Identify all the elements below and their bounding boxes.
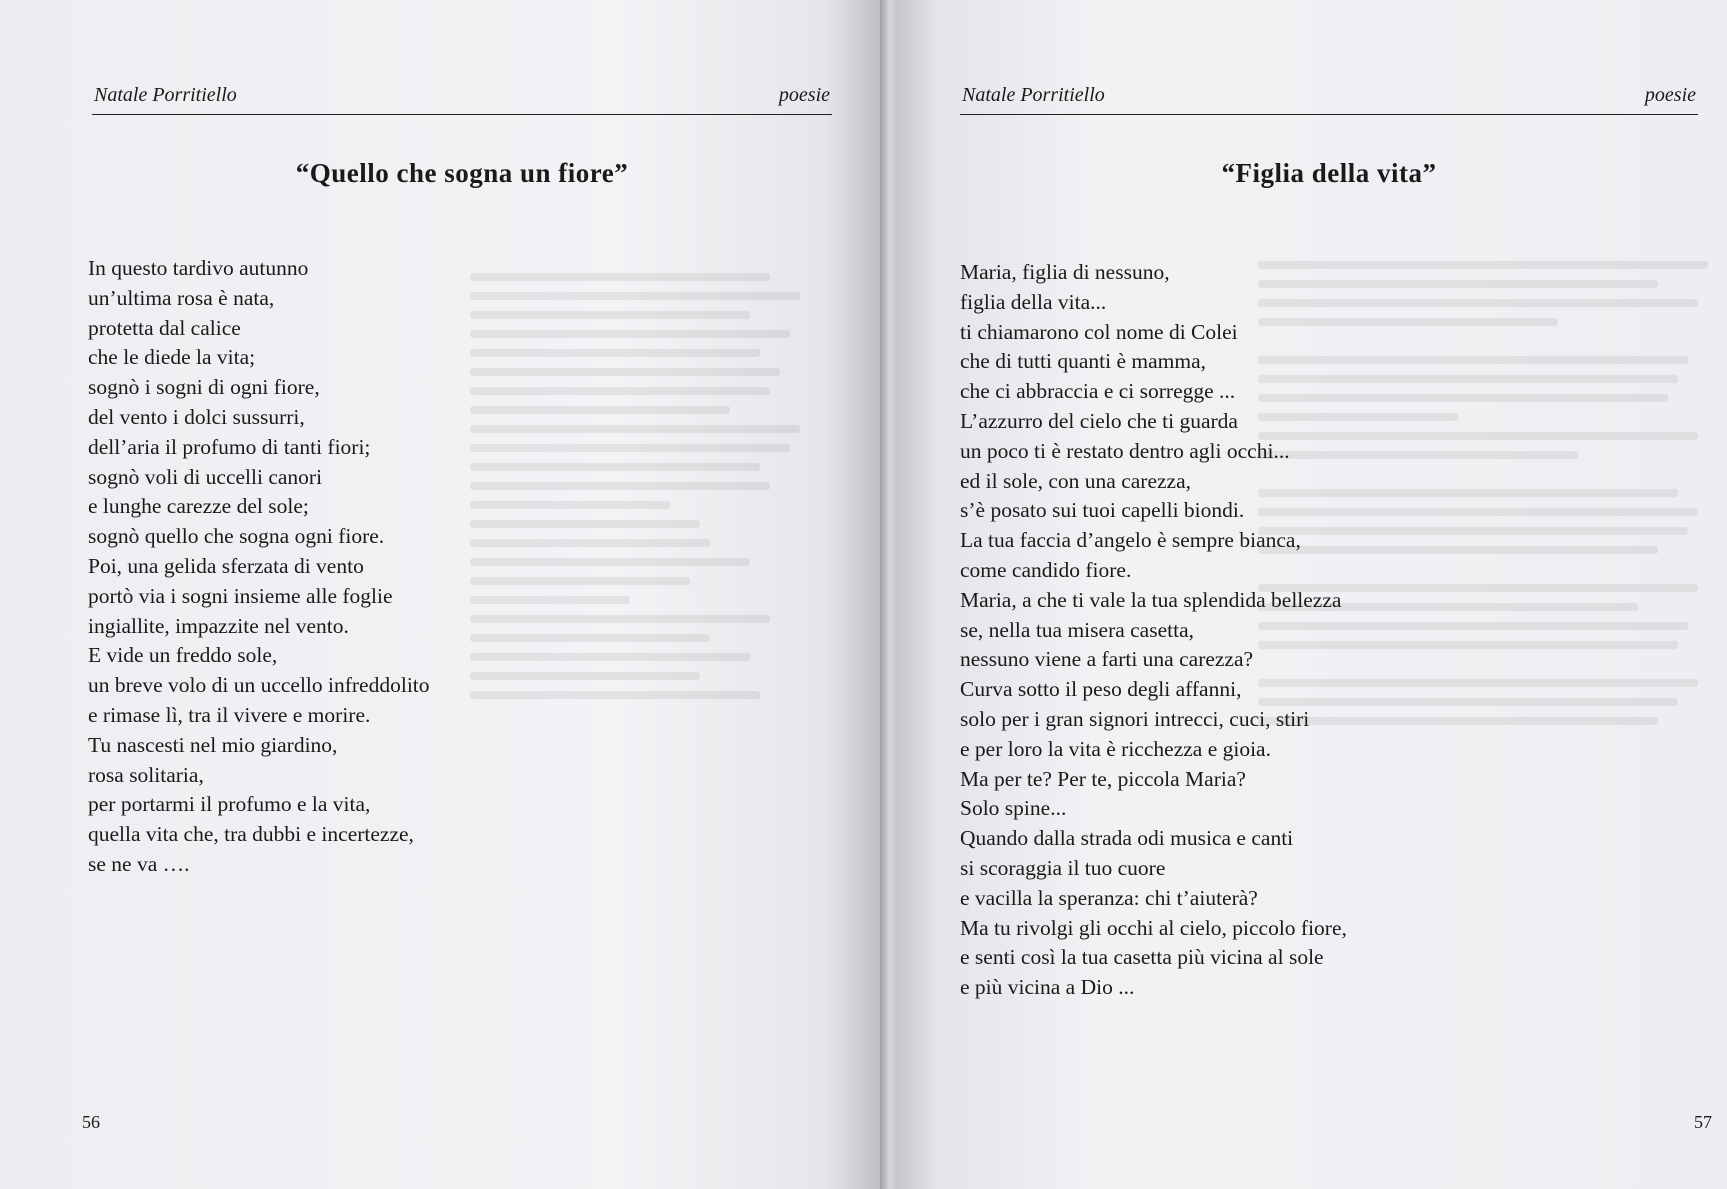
verse-line: che di tutti quanti è mamma, <box>960 349 1206 374</box>
verse-line: Curva sotto il peso degli affanni, <box>960 677 1242 702</box>
verse-line: e per loro la vita è ricchezza e gioia. <box>960 736 1271 761</box>
verse-line: ti chiamarono col nome di Colei <box>960 319 1238 344</box>
verse-line: Poi, una gelida sferzata di vento <box>88 553 364 578</box>
verse-line: ed il sole, con una carezza, <box>960 468 1191 493</box>
verse-line: un breve volo di un uccello infreddolito <box>88 673 430 698</box>
verse-line: Ma per te? Per te, piccola Maria? <box>960 766 1246 791</box>
verse-line: L’azzurro del cielo che ti guarda <box>960 408 1238 433</box>
verse-line: La tua faccia d’angelo è sempre bianca, <box>960 528 1301 553</box>
verse-line: solo per i gran signori intrecci, cuci, stiri <box>960 706 1310 731</box>
poem-title: “Figlia della vita” <box>1221 158 1437 188</box>
verse-line: Solo spine... <box>960 796 1067 821</box>
verse-line: E vide un freddo sole, <box>88 643 278 668</box>
bleed-through-text <box>470 262 800 710</box>
poem-verses <box>960 258 1347 1003</box>
verse-line: e vacilla la speranza: chi t’aiuterà? <box>960 885 1258 910</box>
verse-line: ingiallite, impazzite nel vento. <box>88 613 349 638</box>
right-page <box>888 0 1727 1189</box>
author-name: Natale Porritiello <box>94 84 237 106</box>
verse-line: protetta dal calice <box>88 315 241 340</box>
verse-line: sognò i sogni di ogni fiore, <box>88 375 320 400</box>
verse-line: e senti così la tua casetta più vicina al sole <box>960 945 1324 970</box>
book-gutter <box>880 0 896 1189</box>
verse-line: Ma tu rivolgi gli occhi al cielo, piccolo fiore, <box>960 915 1347 940</box>
verse-line: se ne va …. <box>88 851 190 876</box>
poem-verses <box>88 254 430 880</box>
verse-line: si scoraggia il tuo cuore <box>960 855 1166 880</box>
verse-line: un’ultima rosa è nata, <box>88 285 275 310</box>
verse-line: Tu nascesti nel mio giardino, <box>88 732 338 757</box>
verse-line: se, nella tua misera casetta, <box>960 617 1195 642</box>
verse-line: portò via i sogni insieme alle foglie <box>88 583 393 608</box>
section-label: poesie <box>1644 84 1696 106</box>
verse-line: e più vicina a Dio ... <box>960 975 1135 1000</box>
verse-line: un poco ti è restato dentro agli occhi... <box>960 438 1290 463</box>
verse-line: Maria, figlia di nessuno, <box>960 260 1170 284</box>
verse-line: per portarmi il profumo e la vita, <box>88 792 371 817</box>
page-number: 56 <box>82 1112 100 1132</box>
verse-line: che ci abbraccia e ci sorregge ... <box>960 379 1236 404</box>
running-header <box>960 82 1698 115</box>
verse-line: sognò quello che sogna ogni fiore. <box>88 524 385 549</box>
verse-line: rosa solitaria, <box>88 762 204 787</box>
verse-line: come candido fiore. <box>960 557 1132 582</box>
verse-line: nessuno viene a farti una carezza? <box>960 647 1254 672</box>
verse-line: dell’aria il profumo di tanti fiori; <box>88 434 371 459</box>
running-header <box>92 82 832 115</box>
verse-line: del vento i dolci sussurri, <box>88 404 305 429</box>
author-name: Natale Porritiello <box>962 84 1105 106</box>
verse-line: sognò voli di uccelli canori <box>88 464 323 489</box>
poem-title: “Quello che sogna un fiore” <box>295 158 629 188</box>
verse-line: figlia della vita... <box>960 289 1107 314</box>
verse-line: In questo tardivo autunno <box>88 256 309 280</box>
verse-line: che le diede la vita; <box>88 345 256 370</box>
verse-line: quella vita che, tra dubbi e incertezze, <box>88 822 414 847</box>
verse-line: Quando dalla strada odi musica e canti <box>960 826 1294 851</box>
verse-line: e lunghe carezze del sole; <box>88 494 309 519</box>
verse-line: e rimase lì, tra il vivere e morire. <box>88 702 371 727</box>
verse-line: Maria, a che ti vale la tua splendida bellezza <box>960 587 1342 612</box>
page-number: 57 <box>1694 1112 1712 1132</box>
verse-line: s’è posato sui tuoi capelli biondi. <box>960 498 1245 523</box>
section-label: poesie <box>778 84 830 106</box>
